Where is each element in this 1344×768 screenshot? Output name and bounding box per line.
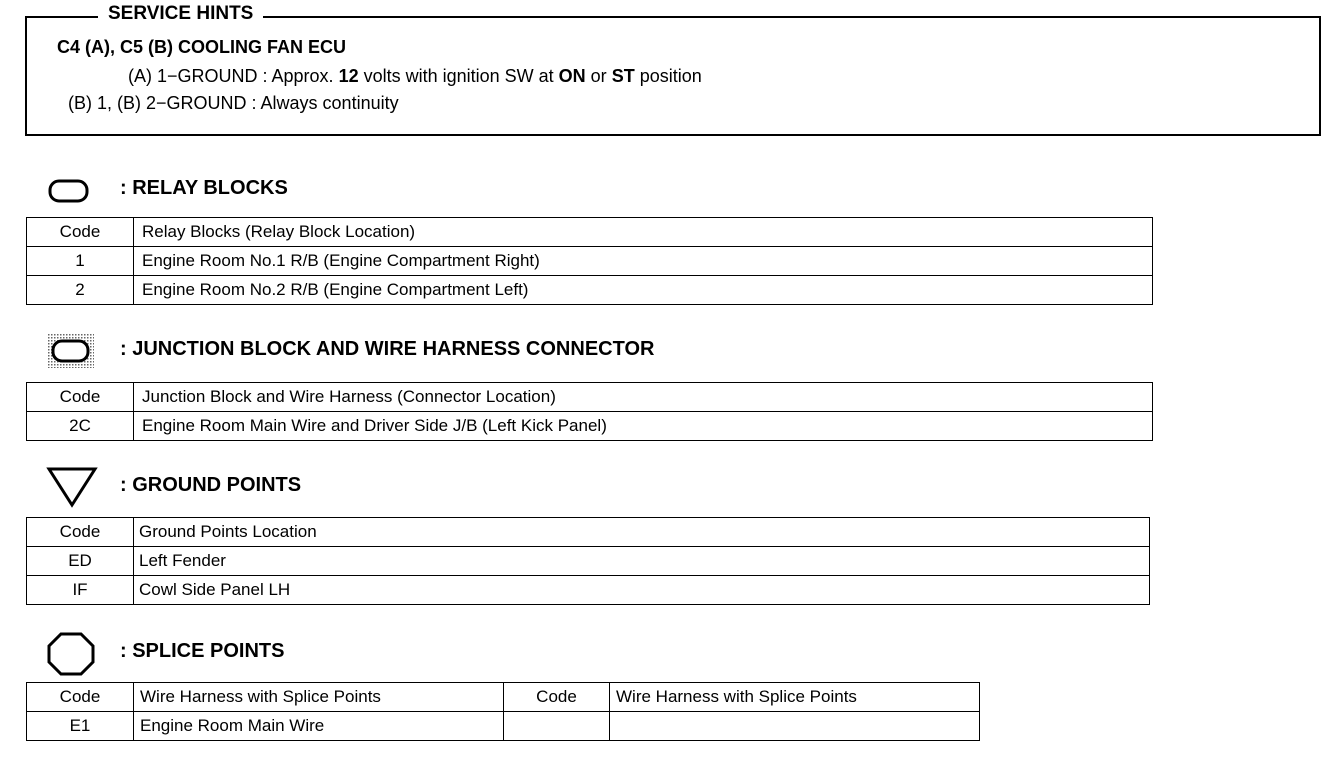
service-hint-line-1: (A) 1−GROUND : Approx. 12 volts with ignition SW at ON or ST position — [128, 66, 702, 86]
table-row — [27, 547, 1150, 576]
table-header-row — [27, 383, 1153, 412]
table-header-row — [27, 683, 980, 712]
code-cell: IF — [27, 576, 134, 605]
header-cell: Code — [27, 383, 134, 412]
ground-points-table — [26, 517, 1150, 605]
ground-points-title: : GROUND POINTS — [120, 474, 302, 496]
location-cell: Left Fender — [134, 547, 1150, 576]
header-cell: Code — [504, 683, 610, 712]
header-cell: Code — [27, 218, 134, 247]
junction-block-title: : JUNCTION BLOCK AND WIRE HARNESS CONNECTOR — [120, 338, 655, 360]
location-cell: Cowl Side Panel LH — [134, 576, 1150, 605]
location-cell: Engine Room No.1 R/B (Engine Compartment Right) — [134, 247, 1153, 276]
header-cell: Ground Points Location — [134, 518, 1150, 547]
splice-points-title: : SPLICE POINTS — [120, 640, 285, 662]
service-hints-heading: C4 (A), C5 (B) COOLING FAN ECU — [57, 37, 347, 57]
code-cell: 2 — [27, 276, 134, 305]
header-cell: Code — [27, 683, 134, 712]
relay-blocks-table — [26, 217, 1153, 305]
code-cell: E1 — [27, 712, 134, 741]
code-cell: ED — [27, 547, 134, 576]
service-hint-line-2: (B) 1, (B) 2−GROUND : Always continuity — [68, 93, 399, 113]
code-cell: 1 — [27, 247, 134, 276]
header-cell: Wire Harness with Splice Points — [610, 683, 980, 712]
table-row — [27, 576, 1150, 605]
relay-blocks-title: : RELAY BLOCKS — [120, 177, 288, 199]
location-cell: Engine Room No.2 R/B (Engine Compartment Left) — [134, 276, 1153, 305]
rounded-rect-icon — [48, 178, 90, 204]
table-header-row — [27, 218, 1153, 247]
header-cell: Relay Blocks (Relay Block Location) — [134, 218, 1153, 247]
table-row — [27, 712, 980, 741]
header-cell: Code — [27, 518, 134, 547]
location-cell: Engine Room Main Wire and Driver Side J/B (Left Kick Panel) — [134, 412, 1153, 441]
location-cell: Engine Room Main Wire — [134, 712, 504, 741]
table-row — [27, 412, 1153, 441]
service-hints-title: SERVICE HINTS — [98, 3, 263, 25]
table-header-row — [27, 518, 1150, 547]
header-cell: Junction Block and Wire Harness (Connector Location) — [134, 383, 1153, 412]
code-cell: 2C — [27, 412, 134, 441]
shaded-rounded-rect-icon — [48, 334, 94, 368]
octagon-icon — [46, 631, 96, 677]
code-cell — [504, 712, 610, 741]
splice-points-table — [26, 682, 980, 741]
location-cell — [610, 712, 980, 741]
table-row — [27, 276, 1153, 305]
header-cell: Wire Harness with Splice Points — [134, 683, 504, 712]
table-row — [27, 247, 1153, 276]
junction-block-table — [26, 382, 1153, 441]
triangle-down-icon — [46, 466, 98, 508]
